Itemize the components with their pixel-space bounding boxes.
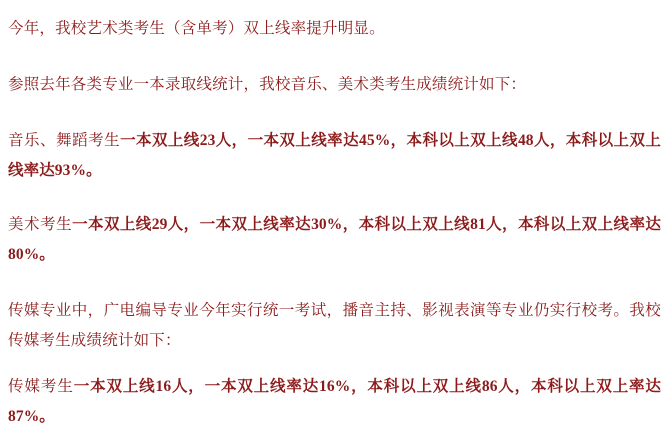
paragraph-intro (8, 14, 661, 44)
paragraph-lead-text: 美术考生 (8, 216, 73, 233)
paragraph-text: 参照去年各类专业一本录取线统计，我校音乐、美术类考生成绩统计如下： (8, 76, 527, 93)
paragraph-text: 今年，我校艺术类考生（含单考）双上线率提升明显。 (8, 20, 385, 37)
paragraph-text: 传媒专业中，广电编导专业今年实行统一考试，播音主持、影视表演等专业仍实行校考。我校传媒考生成绩统计如下： (8, 302, 661, 349)
paragraph-emphasis-text: 一本双上线23人，一本双上线率达45%，本科以上双上线48人，本科以上双上线率达93%。 (8, 132, 661, 179)
paragraph-emphasis-text: 一本双上线29人，一本双上线率达30%，本科以上双上线81人，本科以上双上线率达80%。 (8, 216, 661, 263)
paragraph-lead-text: 音乐、舞蹈考生 (8, 132, 121, 149)
paragraph-lead-text: 传媒考生 (8, 378, 74, 395)
paragraph-fine-arts-stats (8, 210, 661, 270)
paragraph-media-stats (8, 372, 661, 432)
paragraph-media-major-note (8, 296, 661, 356)
paragraph-reference (8, 70, 661, 100)
paragraph-emphasis-text: 一本双上线16人，一本双上线率达16%，本科以上双上线86人，本科以上双上率达87%。 (8, 378, 661, 425)
paragraph-music-dance-stats (8, 126, 661, 186)
